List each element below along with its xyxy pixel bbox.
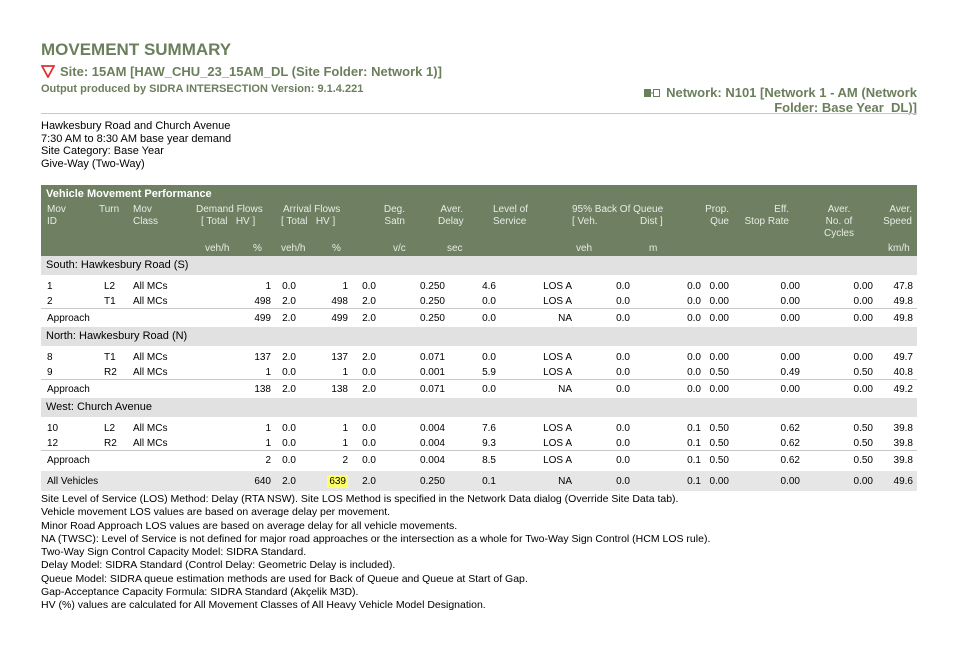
cell-eff-stop: 0.00 xyxy=(780,384,800,395)
unit-demand-total: veh/h xyxy=(205,243,230,254)
cell-aver-delay: 5.9 xyxy=(482,366,496,378)
cell-los: LOS A xyxy=(543,352,572,363)
cell-prop-que: 0.00 xyxy=(709,476,729,487)
note-line: Two-Way Sign Control Capacity Model: SIDRA Standard. xyxy=(41,546,307,559)
cell-eff-stop: 0.62 xyxy=(780,437,800,449)
cell-speed: 39.8 xyxy=(893,423,913,434)
cell-deg-satn: 0.004 xyxy=(419,423,445,434)
cell-arrival-total: 498 xyxy=(331,295,348,307)
cell-mov-id: Approach xyxy=(47,313,90,324)
site-info-line: 7:30 AM to 8:30 AM base year demand xyxy=(41,132,232,145)
cell-aver-delay: 7.6 xyxy=(482,423,496,434)
note-line: Site Level of Service (LOS) Method: Delay (RTA NSW). Site LOS Method is specified in the Network Data dialog (Override Site Data tab). xyxy=(41,493,679,505)
cell-deg-satn: 0.001 xyxy=(419,366,445,378)
cell-turn: L2 xyxy=(104,281,116,292)
cell-turn: R2 xyxy=(104,366,117,378)
unit-arrival-total: veh/h xyxy=(281,243,306,254)
cell-arrival-hv: 0.0 xyxy=(362,423,376,434)
table-row xyxy=(41,365,917,380)
cell-demand-total: 2 xyxy=(265,455,271,466)
col-arrival-sub: [ Total HV ] xyxy=(281,216,336,227)
col-eff-stop: Eff. Stop Rate xyxy=(744,204,789,227)
cell-arrival-total: 2 xyxy=(342,455,348,466)
cell-eff-stop: 0.00 xyxy=(780,476,800,487)
cell-eff-stop: 0.00 xyxy=(780,295,800,307)
cell-turn: R2 xyxy=(104,437,117,449)
cell-bq-veh: 0.0 xyxy=(616,313,630,324)
approach-row xyxy=(41,308,917,327)
cell-demand-total: 1 xyxy=(265,281,271,292)
cell-bq-veh: 0.0 xyxy=(616,423,630,434)
cell-mov-id: All Vehicles xyxy=(47,476,99,487)
cell-cycles: 0.00 xyxy=(853,281,873,292)
cell-los: LOS A xyxy=(543,366,572,378)
cell-arrival-hv: 2.0 xyxy=(362,352,376,363)
cell-aver-delay: 0.0 xyxy=(482,295,496,307)
cell-bq-veh: 0.0 xyxy=(616,366,630,378)
all-vehicles-row xyxy=(41,471,917,491)
col-demand-flows: Demand Flows xyxy=(196,204,263,215)
header-divider xyxy=(41,113,917,114)
cell-arrival-hv: 0.0 xyxy=(362,455,376,466)
cell-prop-que: 0.00 xyxy=(709,313,729,324)
cell-demand-total: 137 xyxy=(254,352,271,363)
unit-bq-dist: m xyxy=(649,243,658,254)
table-row xyxy=(41,436,917,451)
unit-deg-satn: v/c xyxy=(393,243,406,254)
site-name: Site: 15AM [HAW_CHU_23_15AM_DL (Site Folder: Network 1)] xyxy=(60,64,442,79)
cell-eff-stop: 0.62 xyxy=(780,455,800,466)
approach-row xyxy=(41,379,917,398)
cell-mov-id: 1 xyxy=(47,281,53,292)
cell-speed: 39.8 xyxy=(893,437,913,449)
cell-bq-veh: 0.0 xyxy=(616,455,630,466)
cell-los: LOS A xyxy=(543,295,572,307)
cell-aver-delay: 0.0 xyxy=(482,313,496,324)
table-row xyxy=(41,421,917,436)
cell-turn: T1 xyxy=(104,295,116,307)
col-mov-id: Mov ID xyxy=(47,204,66,227)
cell-bq-dist: 0.1 xyxy=(687,476,701,487)
cell-eff-stop: 0.49 xyxy=(780,366,800,378)
note-line: Queue Model: SIDRA queue estimation methods are used for Back of Queue and Queue at Start of Gap. xyxy=(41,572,528,585)
cell-eff-stop: 0.62 xyxy=(780,423,800,434)
approach-group-header: West: Church Avenue xyxy=(41,398,917,417)
cell-cycles: 0.00 xyxy=(853,352,873,363)
col-deg-satn: Deg. Satn xyxy=(383,204,405,227)
cell-bq-veh: 0.0 xyxy=(616,281,630,292)
table-body xyxy=(41,256,917,491)
col-bq-veh: [ Veh. xyxy=(572,216,598,227)
cell-arrival-total: 137 xyxy=(331,352,348,363)
cell-turn: L2 xyxy=(104,423,116,434)
cell-mov-class: All MCs xyxy=(133,366,168,378)
cell-deg-satn: 0.071 xyxy=(419,384,445,395)
cell-speed: 49.8 xyxy=(893,313,913,324)
col-prop-que: Prop. Que xyxy=(705,204,729,227)
cell-arrival-hv: 2.0 xyxy=(362,476,376,487)
cell-bq-veh: 0.0 xyxy=(616,352,630,363)
notes xyxy=(41,493,921,613)
col-aver-delay: Aver. Delay xyxy=(438,204,464,227)
cell-arrival-hv: 0.0 xyxy=(362,281,376,292)
cell-bq-dist: 0.0 xyxy=(687,384,701,395)
cell-prop-que: 0.00 xyxy=(709,295,729,307)
cell-demand-hv: 2.0 xyxy=(282,476,296,487)
cell-speed: 49.6 xyxy=(893,476,913,487)
cell-cycles: 0.00 xyxy=(853,295,873,307)
table-row xyxy=(41,294,917,309)
cell-demand-total: 499 xyxy=(254,313,271,324)
cell-demand-total: 138 xyxy=(254,384,271,395)
cell-speed: 49.7 xyxy=(893,352,913,363)
cell-mov-id: 9 xyxy=(47,366,53,378)
cell-demand-hv: 0.0 xyxy=(282,437,296,449)
cell-aver-delay: 4.6 xyxy=(482,281,496,292)
network-icon xyxy=(644,89,660,97)
cell-mov-class: All MCs xyxy=(133,295,168,307)
cell-speed: 39.8 xyxy=(893,455,913,466)
cell-prop-que: 0.50 xyxy=(709,437,729,449)
col-demand-sub: [ Total HV ] xyxy=(201,216,256,227)
cell-demand-hv: 2.0 xyxy=(282,295,296,307)
col-turn: Turn xyxy=(99,204,120,215)
approach-group-header: North: Hawkesbury Road (N) xyxy=(41,327,917,346)
cell-arrival-total: 1 xyxy=(342,281,348,292)
cell-mov-id: Approach xyxy=(47,455,90,466)
note-line: HV (%) values are calculated for All Movement Classes of All Heavy Vehicle Model Designation. xyxy=(41,599,486,612)
cell-cycles: 0.50 xyxy=(853,366,873,378)
col-arrival-flows: Arrival Flows xyxy=(283,204,341,215)
cell-bq-veh: 0.0 xyxy=(616,437,630,449)
network-line-2: Folder: Base Year_DL)] xyxy=(774,100,917,115)
cell-turn: T1 xyxy=(104,352,116,363)
cell-eff-stop: 0.00 xyxy=(780,313,800,324)
cell-cycles: 0.00 xyxy=(853,384,873,395)
cell-cycles: 0.50 xyxy=(853,455,873,466)
approach-group-header: South: Hawkesbury Road (S) xyxy=(41,256,917,275)
cell-bq-dist: 0.0 xyxy=(687,281,701,292)
cell-arrival-total: 639 xyxy=(329,476,346,487)
cell-speed: 47.8 xyxy=(893,281,913,292)
cell-deg-satn: 0.250 xyxy=(419,295,445,307)
cell-los: LOS A xyxy=(543,281,572,292)
cell-deg-satn: 0.004 xyxy=(419,437,445,449)
cell-eff-stop: 0.00 xyxy=(780,281,800,292)
cell-demand-hv: 0.0 xyxy=(282,281,296,292)
cell-demand-hv: 0.0 xyxy=(282,366,296,378)
cell-mov-id: 10 xyxy=(47,423,59,434)
cell-arrival-total: 138 xyxy=(331,384,348,395)
cell-demand-total: 498 xyxy=(254,295,271,307)
cell-eff-stop: 0.00 xyxy=(780,352,800,363)
cell-bq-veh: 0.0 xyxy=(616,384,630,395)
note-line: Delay Model: SIDRA Standard (Control Delay: Geometric Delay is included). xyxy=(41,559,396,572)
cell-los: LOS A xyxy=(543,455,572,466)
cell-los: NA xyxy=(558,476,572,487)
cell-bq-dist: 0.0 xyxy=(687,366,701,378)
cell-prop-que: 0.00 xyxy=(709,352,729,363)
unit-bq-veh: veh xyxy=(576,243,593,254)
cell-speed: 40.8 xyxy=(893,366,913,378)
col-cycles: Aver. No. of Cycles xyxy=(823,204,854,239)
cell-deg-satn: 0.004 xyxy=(419,455,445,466)
note-line: Minor Road Approach LOS values are based on average delay for all vehicle movements. xyxy=(41,519,458,532)
cell-aver-delay: 0.1 xyxy=(482,476,496,487)
cell-los: LOS A xyxy=(543,437,572,449)
cell-demand-total: 640 xyxy=(254,476,271,487)
col-los: Level of Service xyxy=(493,204,529,227)
cell-bq-dist: 0.0 xyxy=(687,313,701,324)
cell-prop-que: 0.50 xyxy=(709,423,729,434)
cell-deg-satn: 0.250 xyxy=(419,313,445,324)
cell-bq-dist: 0.1 xyxy=(687,423,701,434)
cell-aver-delay: 0.0 xyxy=(482,352,496,363)
cell-mov-class: All MCs xyxy=(133,352,168,363)
network-line-1: Network: N101 [Network 1 - AM (Network xyxy=(666,85,917,100)
cell-demand-total: 1 xyxy=(265,437,271,449)
cell-cycles: 0.50 xyxy=(853,437,873,449)
cell-mov-id: 2 xyxy=(47,295,53,307)
site-info-line: Hawkesbury Road and Church Avenue xyxy=(41,120,231,132)
cell-bq-dist: 0.0 xyxy=(687,295,701,307)
col-back-queue: 95% Back Of Queue xyxy=(572,204,664,215)
cell-arrival-total: 1 xyxy=(342,366,348,378)
col-bq-dist: Dist ] xyxy=(640,216,663,227)
cell-mov-id: Approach xyxy=(47,384,90,395)
cell-demand-hv: 0.0 xyxy=(282,455,296,466)
cell-arrival-total: 1 xyxy=(342,437,348,449)
network-heading xyxy=(617,85,917,115)
note-line: Gap-Acceptance Capacity Formula: SIDRA Standard (Akçelik M3D). xyxy=(41,586,359,599)
cell-demand-hv: 0.0 xyxy=(282,423,296,434)
page-title: MOVEMENT SUMMARY xyxy=(41,40,232,59)
note-line: Vehicle movement LOS values are based on average delay per movement. xyxy=(41,506,391,519)
cell-demand-total: 1 xyxy=(265,366,271,378)
site-heading xyxy=(41,64,442,79)
table-header xyxy=(41,203,917,256)
cell-arrival-total: 499 xyxy=(331,313,348,324)
col-mov-class: Mov Class xyxy=(133,204,159,227)
triangle-down-icon xyxy=(41,65,55,78)
cell-los: NA xyxy=(558,384,572,395)
site-info xyxy=(41,120,231,170)
cell-bq-dist: 0.0 xyxy=(687,352,701,363)
unit-delay: sec xyxy=(447,243,463,254)
cell-arrival-hv: 2.0 xyxy=(362,313,376,324)
cell-bq-dist: 0.1 xyxy=(687,455,701,466)
table-title: Vehicle Movement Performance xyxy=(41,185,917,203)
cell-deg-satn: 0.250 xyxy=(419,281,445,292)
cell-prop-que: 0.00 xyxy=(709,384,729,395)
cell-prop-que: 0.50 xyxy=(709,366,729,378)
cell-mov-class: All MCs xyxy=(133,423,168,434)
note-line: NA (TWSC): Level of Service is not defined for major road approaches or the intersection as a whole for Two-Way Sign Control (HCM LOS rule). xyxy=(41,532,711,545)
cell-los: LOS A xyxy=(543,423,572,434)
approach-row xyxy=(41,450,917,469)
cell-bq-dist: 0.1 xyxy=(687,437,701,449)
cell-mov-id: 12 xyxy=(47,437,59,449)
cell-arrival-hv: 0.0 xyxy=(362,366,376,378)
cell-mov-class: All MCs xyxy=(133,437,168,449)
unit-demand-hv: % xyxy=(253,243,262,254)
cell-bq-veh: 0.0 xyxy=(616,476,630,487)
cell-arrival-hv: 0.0 xyxy=(362,437,376,449)
cell-aver-delay: 8.5 xyxy=(482,455,496,466)
cell-mov-id: 8 xyxy=(47,352,53,363)
cell-prop-que: 0.00 xyxy=(709,281,729,292)
cell-cycles: 0.00 xyxy=(853,476,873,487)
table-row xyxy=(41,350,917,365)
cell-cycles: 0.50 xyxy=(853,423,873,434)
cell-demand-hv: 2.0 xyxy=(282,352,296,363)
table-row xyxy=(41,279,917,294)
cell-deg-satn: 0.071 xyxy=(419,352,445,363)
cell-demand-hv: 2.0 xyxy=(282,313,296,324)
unit-speed: km/h xyxy=(888,243,910,254)
cell-speed: 49.2 xyxy=(893,384,913,395)
produced-by: Output produced by SIDRA INTERSECTION Version: 9.1.4.221 xyxy=(41,83,364,95)
cell-arrival-hv: 2.0 xyxy=(362,384,376,395)
movement-performance-table xyxy=(41,185,917,491)
cell-demand-total: 1 xyxy=(265,423,271,434)
cell-arrival-hv: 2.0 xyxy=(362,295,376,307)
cell-aver-delay: 0.0 xyxy=(482,384,496,395)
cell-mov-class: All MCs xyxy=(133,281,168,292)
cell-prop-que: 0.50 xyxy=(709,455,729,466)
cell-arrival-total: 1 xyxy=(342,423,348,434)
cell-cycles: 0.00 xyxy=(853,313,873,324)
cell-los: NA xyxy=(558,313,572,324)
cell-demand-hv: 2.0 xyxy=(282,384,296,395)
cell-bq-veh: 0.0 xyxy=(616,295,630,307)
site-info-line: Site Category: Base Year xyxy=(41,145,164,157)
site-info-line: Give-Way (Two-Way) xyxy=(41,157,145,170)
cell-aver-delay: 9.3 xyxy=(482,437,496,449)
cell-speed: 49.8 xyxy=(893,295,913,307)
col-speed: Aver. Speed xyxy=(883,204,912,227)
unit-arrival-hv: % xyxy=(332,243,341,254)
cell-deg-satn: 0.250 xyxy=(419,476,445,487)
